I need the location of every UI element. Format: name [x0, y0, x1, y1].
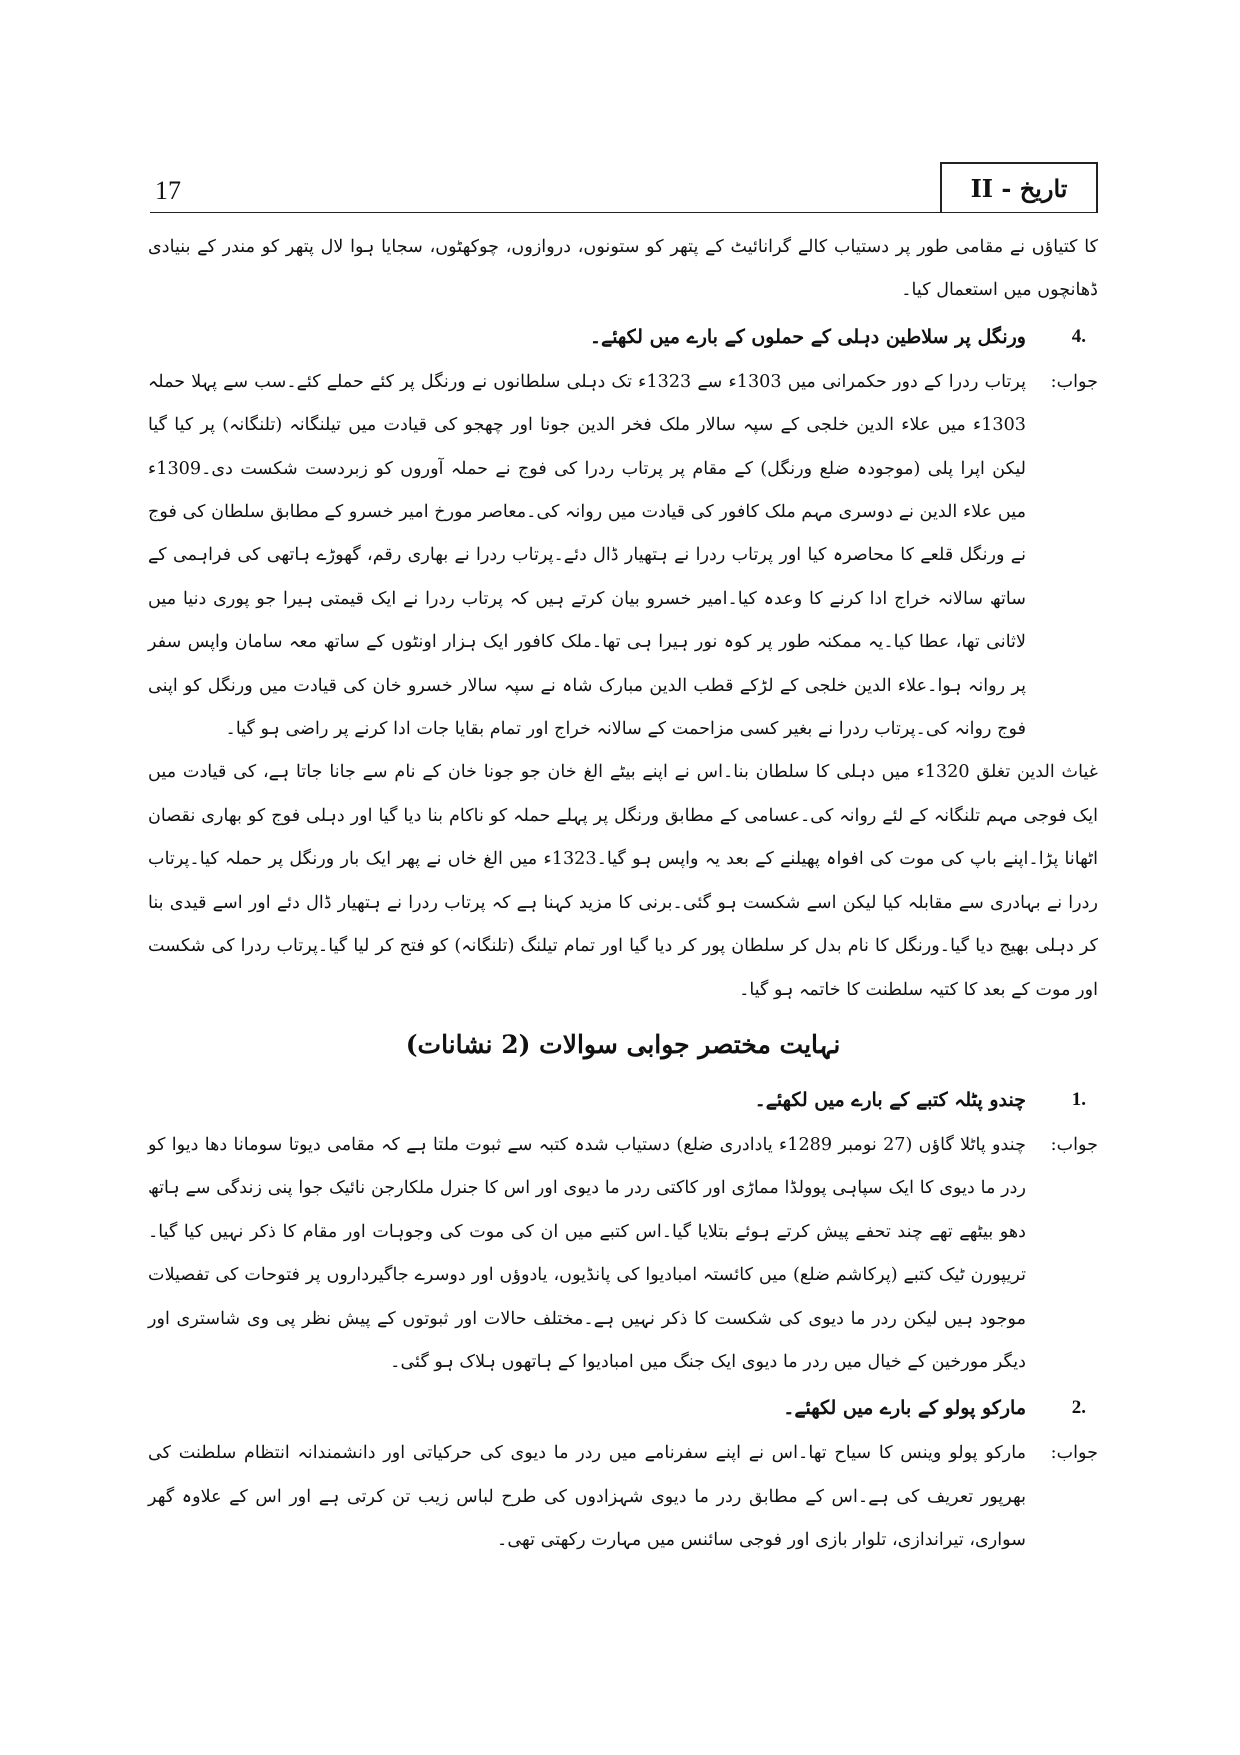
header-rule	[150, 212, 1098, 213]
question-text: مارکو پولو کے بارے میں لکھئے۔	[783, 1397, 1026, 1420]
answer-label: جواب:	[1050, 1443, 1098, 1464]
section-heading: نہایت مختصر جوابی سوالات (2 نشانات)	[405, 1029, 841, 1059]
answer-text: مارکو پولو وینس کا سیاح تھا۔اس نے اپنے سفرنامے میں ردر ما دیوی کی حرکیاتی اور دانشمندانہ انتظام سلطنت کی بھرپور تعریف کی ہے۔اس کے مطابق ردر ما دیوی شہزادوں کی طرح لباس زیب تن کرتی ہے اور اس کے علاوہ گھر سواری، تیراندازی، تلوار بازی اور فوجی سائنس میں مہارت رکھتی تھی۔	[148, 1443, 1026, 1551]
question-2	[148, 1384, 1098, 1432]
answer-2	[148, 1432, 1098, 1562]
page-number: 17	[155, 176, 181, 205]
answer-text: پرتاب ردرا کے دور حکمرانی میں 1303ء سے 1323ء تک دہلی سلطانوں نے ورنگل پر کئے حملے کئے۔سب سے پہلا حملہ 1303ء میں علاء الدین خلجی کے سپہ سالار ملک فخر الدین جونا اور چھجو کی قیادت میں تیلنگانہ (تلنگانہ) پر کیا گیا لیکن اپرا پلی (موجودہ ضلع ورنگل) کے مقام پر پرتاب ردرا کی فوج نے حملہ آوروں کو زبردست شکست دی۔1309ء میں علاء الدین نے دوسری مہم ملک کافور کی قیادت میں روانہ کی۔معاصر مورخ امیر خسرو کے مطابق سلطان کی فوج نے ورنگل قلعے کا محاصرہ کیا اور پرتاب ردرا نے ہتھیار ڈال دئے۔پرتاب ردرا نے بھاری رقم، گھوڑے ہاتھی کی فراہمی کے ساتھ سالانہ خراج ادا کرنے کا وعدہ کیا۔امیر خسرو بیان کرتے ہیں کہ پرتاب ردرا نے ایک قیمتی ہیرا جو پوری دنیا میں لاثانی تھا، عطا کیا۔یہ ممکنہ طور پر کوہ نور ہیرا ہی تھا۔ملک کافور ایک ہزار اونٹوں کے ساتھ معہ سامان واپس سفر پر روانہ ہوا۔علاء الدین خلجی کے لڑکے قطب الدین مبارک شاہ نے سپہ سالار خسرو خان کی قیادت میں ورنگل کو اپنی فوج روانہ کی۔پرتاب ردرا نے بغیر کسی مزاحمت کے سالانہ خراج اور تمام بقایا جات ادا کرنے پر راضی ہو گیا۔	[148, 371, 1026, 740]
intro-paragraph: کا کتیاؤں نے مقامی طور پر دستیاب کالے گرانائیٹ کے پتھر کو ستونوں، دروازوں، چوکھٹوں، سجایا ہوا لال پتھر کو مندر کے بنیادی ڈھانچوں میں استعمال کیا۔	[148, 237, 1098, 301]
question-number: 2.	[1071, 1397, 1086, 1419]
answer-4-continued: غیاث الدین تغلق 1320ء میں دہلی کا سلطان بنا۔اس نے اپنے بیٹے الغ خان جو جونا خان کے نام سے جانا جاتا ہے، کی قیادت میں ایک فوجی مہم تلنگانہ کے لئے روانہ کی۔عسامی کے مطابق ورنگل پر پہلے حملہ کو ناکام بنا دیا گیا اور دہلی فوج کو بھاری نقصان اٹھانا پڑا۔اپنے باپ کی موت کی افواہ پھیلنے کے بعد یہ واپس ہو گیا۔1323ء میں الغ خاں نے پھر ایک بار ورنگل پر حملہ کیا۔پرتاب ردرا نے بہادری سے مقابلہ کیا لیکن اسے شکست ہو گئی۔برنی کا مزید کہنا ہے کہ پرتاب ردرا نے ہتھیار ڈال دئے اور اسے قیدی بنا کر دہلی بھیج دیا گیا۔ورنگل کا نام بدل کر سلطان پور کر دیا گیا اور تمام تیلنگ (تلنگانہ) کو فتح کر لیا گیا۔پرتاب ردرا کی شکست اور موت کے بعد کا کتیہ سلطنت کا خاتمہ ہو گیا۔	[148, 762, 1098, 1000]
question-number: 4.	[1071, 325, 1086, 347]
answer-text: چندو پاٹلا گاؤں (27 نومبر 1289ء یادادری ضلع) دستیاب شدہ کتبہ سے ثبوت ملتا ہے کہ مقامی دیوتا سومانا دھا دیوا کو ردر ما دیوی کا ایک سپاہی پوولڈا مماڑی اور کاکتی ردر ما دیوی اور اس کا جنرل ملکارجن نائیک جوا پنی زندگی سے ہاتھ دھو بیٹھے تھے چند تحفے پیش کرتے ہوئے بتلایا گیا۔اس کتبے میں ان کی موت کی وجوہات اور مقام کا ذکر نہیں کیا گیا۔تریپورن ٹیک کتبے (پرکاشم ضلع) میں کائستہ امبادیوا کی پانڈیوں، یادوؤں اور دوسرے جاگیرداروں پر فتوحات کی تفصیلات موجود ہیں لیکن ردر ما دیوی کی شکست کا ذکر نہیں ہے۔مختلف حالات اور ثبوتوں کے پیش نظر پی وی شاستری اور دیگر مورخین کے خیال میں ردر ما دیوی ایک جنگ میں امبادیوا کے ہاتھوں ہلاک ہو گئی۔	[148, 1134, 1026, 1372]
question-1	[148, 1076, 1098, 1124]
subject-title: تاریخ - II	[970, 173, 1068, 203]
question-text: چندو پٹلہ کتبے کے بارے میں لکھئے۔	[754, 1088, 1026, 1111]
question-text: ورنگل پر سلاطین دہلی کے حملوں کے بارے میں لکھئے۔	[589, 325, 1026, 348]
question-number: 1.	[1071, 1088, 1086, 1110]
content	[148, 226, 1098, 1563]
answer-label: جواب:	[1050, 1134, 1098, 1155]
answer-1	[148, 1124, 1098, 1384]
subject-title-box	[940, 162, 1098, 212]
answer-4	[148, 361, 1098, 752]
question-4	[148, 313, 1098, 361]
answer-label: جواب:	[1050, 371, 1098, 392]
